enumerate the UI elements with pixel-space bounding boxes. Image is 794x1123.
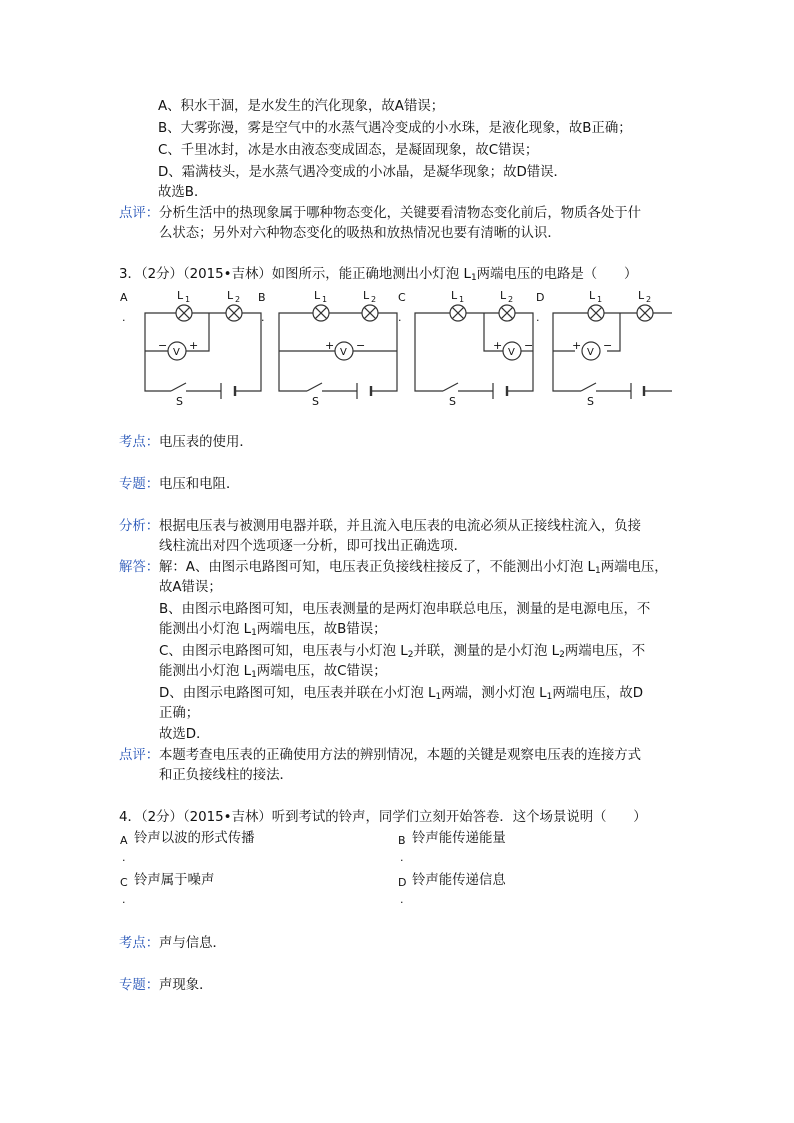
q3-jieda-line9: 故选D． <box>159 727 210 742</box>
q4-stem: 4．（2分）（2015•吉林）听到考试的铃声，同学们立刻开始答卷．这个场景说明（ ） <box>119 810 647 825</box>
q3-circuit-diagrams <box>0 0 794 420</box>
q3-zhuanti: 电压和电阻． <box>159 477 240 492</box>
q4-kaodian-label: 考点： <box>119 936 160 951</box>
q3-fenxi-line1: 根据电压表与被测用电器并联，并且流入电压表的电流必须从正接线柱流入，负接 <box>159 519 642 534</box>
q3-zhuanti-label: 专题： <box>119 477 160 492</box>
q3-jieda-line4: 能测出小灯泡 $L_1$两端电压，故B错误； <box>159 622 387 638</box>
q4-zhuanti: 声现象． <box>159 978 213 993</box>
q2-comment-line2: 么状态；另外对六种物态变化的吸热和放热情况也要有清晰的认识． <box>159 226 561 241</box>
q3-jieda-line8: 正确； <box>159 706 200 721</box>
q3-jieda-line7: D、由图示电路图可知，电压表并联在小灯泡 $L_1$两端，测小灯泡 $L_1$两端电压，故D <box>159 686 644 702</box>
q3-jieda-line2: 故A错误； <box>159 580 222 595</box>
q4-option-d: 铃声能传递信息 <box>412 873 506 888</box>
q2-comment-label: 点评： <box>119 206 160 221</box>
q2-analysis-a: A、积水干涸，是水发生的汽化现象，故A错误； <box>158 99 445 114</box>
q3-jieda-line6: 能测出小灯泡 $L_1$两端电压，故C错误； <box>159 664 387 680</box>
svg-text:+: + <box>493 339 503 352</box>
q3-dianping-line1: 本题考查电压表的正确使用方法的辨别情况，本题的关键是观察电压表的连接方式 <box>159 748 642 763</box>
q4-option-d-dot: . <box>400 893 404 906</box>
lamp-icon <box>362 305 378 321</box>
svg-text:L: L <box>227 289 234 302</box>
q3-jieda-line5: C、由图示电路图可知，电压表与小灯泡 $L_2$并联，测量的是小灯泡 $L_2$两端电压，不 <box>159 644 646 660</box>
svg-text:V: V <box>508 347 515 358</box>
q3-fenxi-line2: 线柱流出对四个选项逐一分析，即可找出正确选项． <box>159 539 467 554</box>
q4-kaodian: 声与信息． <box>159 936 226 951</box>
svg-text:−: − <box>158 339 168 352</box>
circuit-d <box>553 313 672 391</box>
q4-option-c-dot: . <box>122 893 126 906</box>
svg-text:1: 1 <box>597 295 603 304</box>
q3-dianping-label: 点评： <box>119 748 160 763</box>
svg-text:+: + <box>325 339 335 352</box>
q3-jieda-line1: 解：A、由图示电路图可知，电压表正负接线柱接反了，不能测出小灯泡 $L_1$两端电压， <box>159 560 668 576</box>
q4-option-c: 铃声属于噪声 <box>134 873 215 888</box>
lamp-icon <box>637 305 653 321</box>
svg-text:S: S <box>312 395 319 408</box>
q4-option-b-dot: . <box>400 851 404 864</box>
q3-fenxi-label: 分析： <box>119 519 160 534</box>
svg-text:.: . <box>261 311 265 324</box>
svg-text:2: 2 <box>235 295 241 304</box>
lamp-icon <box>176 305 192 321</box>
q3-jieda-label: 解答： <box>119 560 160 575</box>
lamp-icon <box>313 305 329 321</box>
svg-text:L: L <box>363 289 370 302</box>
svg-text:.: . <box>398 311 402 324</box>
svg-text:2: 2 <box>371 295 377 304</box>
diagram-labels <box>120 289 651 408</box>
svg-text:V: V <box>340 347 347 358</box>
lamp-icon <box>450 305 466 321</box>
svg-text:D: D <box>536 291 545 304</box>
q3-jieda-line3: B、由图示电路图可知，电压表测量的是两灯泡串联总电压，测量的是电源电压，不 <box>159 602 651 617</box>
svg-text:V: V <box>587 347 594 358</box>
svg-text:2: 2 <box>508 295 514 304</box>
svg-text:L: L <box>314 289 321 302</box>
circuit-a <box>145 313 261 391</box>
lamp-icon <box>226 305 242 321</box>
q2-conclusion: 故选B． <box>158 185 208 200</box>
q2-comment-line1: 分析生活中的热现象属于哪种物态变化，关键要看清物态变化前后，物质各处于什 <box>159 206 642 221</box>
q3-stem: 3．（2分）（2015•吉林）如图所示，能正确地测出小灯泡 $L_1$两端电压的电路是（ ） <box>119 267 638 283</box>
svg-text:A: A <box>120 291 128 304</box>
svg-text:V: V <box>173 347 180 358</box>
svg-text:S: S <box>176 395 183 408</box>
svg-text:L: L <box>589 289 596 302</box>
svg-text:−: − <box>603 339 613 352</box>
svg-text:1: 1 <box>185 295 191 304</box>
svg-text:L: L <box>451 289 458 302</box>
q4-option-c-letter: C <box>120 876 128 889</box>
svg-text:.: . <box>122 311 126 324</box>
svg-text:+: + <box>189 339 199 352</box>
lamp-icon <box>499 305 515 321</box>
svg-text:2: 2 <box>646 295 652 304</box>
svg-text:.: . <box>536 311 540 324</box>
svg-text:L: L <box>177 289 184 302</box>
q4-option-a: 铃声以波的形式传播 <box>134 831 255 846</box>
svg-text:S: S <box>587 395 594 408</box>
q4-option-b-letter: B <box>398 834 406 847</box>
svg-text:B: B <box>258 291 266 304</box>
q4-option-a-letter: A <box>120 834 128 847</box>
svg-text:−: − <box>524 339 534 352</box>
svg-text:L: L <box>638 289 645 302</box>
svg-text:+: + <box>572 339 582 352</box>
q4-option-b: 铃声能传递能量 <box>412 831 506 846</box>
q2-analysis-d: D、霜满枝头，是水蒸气遇冷变成的小冰晶，是凝华现象；故D错误． <box>158 165 567 180</box>
q3-kaodian-label: 考点： <box>119 435 160 450</box>
svg-text:1: 1 <box>459 295 465 304</box>
q2-analysis-b: B、大雾弥漫，雾是空气中的水蒸气遇冷变成的小水珠，是液化现象，故B正确； <box>158 121 632 136</box>
q3-kaodian: 电压表的使用． <box>159 435 253 450</box>
q4-option-a-dot: . <box>122 851 126 864</box>
q3-dianping-line2: 和正负接线柱的接法． <box>159 768 293 783</box>
q4-option-d-letter: D <box>398 876 407 889</box>
svg-text:L: L <box>500 289 507 302</box>
svg-text:C: C <box>398 291 406 304</box>
q4-zhuanti-label: 专题： <box>119 978 160 993</box>
lamp-icon <box>588 305 604 321</box>
svg-text:−: − <box>356 339 366 352</box>
q2-analysis-c: C、千里冰封，冰是水由液态变成固态，是凝固现象，故C错误； <box>158 143 539 158</box>
svg-text:1: 1 <box>322 295 328 304</box>
svg-text:S: S <box>449 395 456 408</box>
